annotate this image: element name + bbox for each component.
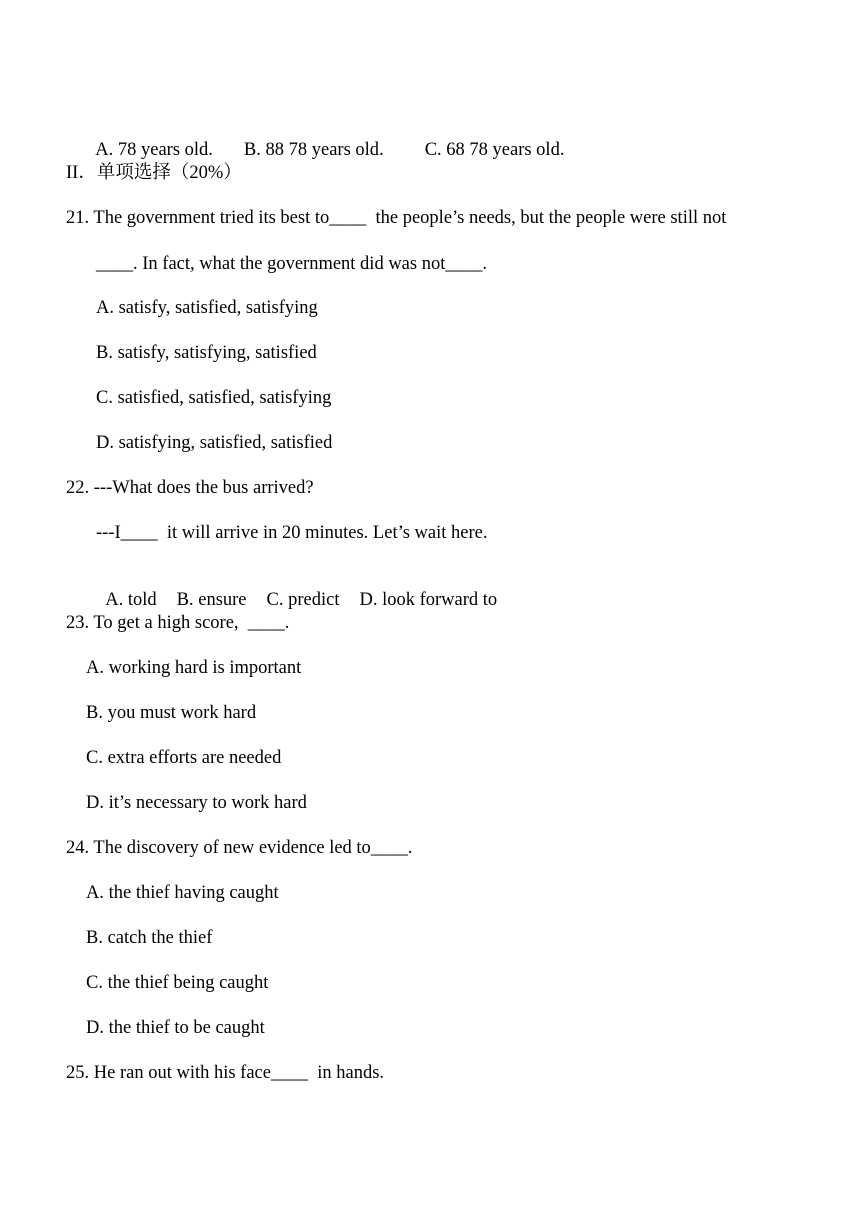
question-24-option-c: C. the thief being caught bbox=[86, 973, 269, 993]
question-24-option-a: A. the thief having caught bbox=[86, 883, 279, 903]
question-25-stem: 25. He ran out with his face____ in hands. bbox=[66, 1063, 385, 1083]
question-21-option-d: D. satisfying, satisfied, satisfied bbox=[96, 433, 333, 453]
question-23-option-c: C. extra efforts are needed bbox=[86, 748, 282, 768]
option-c: C. 68 78 years old. bbox=[424, 140, 565, 160]
question-22-stem-cont: ---I____ it will arrive in 20 minutes. Let’s wait here. bbox=[96, 523, 488, 543]
question-21-stem-cont: ____. In fact, what the government did was not____. bbox=[96, 254, 487, 274]
question-21-option-b: B. satisfy, satisfying, satisfied bbox=[96, 343, 317, 363]
question-23-option-b: B. you must work hard bbox=[86, 703, 257, 723]
question-23-option-a: A. working hard is important bbox=[86, 658, 302, 678]
question-23-stem: 23. To get a high score, ____. bbox=[66, 613, 290, 633]
question-24-option-b: B. catch the thief bbox=[86, 928, 213, 948]
question-22-option-a: A. told bbox=[105, 590, 157, 610]
question-24-stem: 24. The discovery of new evidence led to____. bbox=[66, 838, 413, 858]
question-22-option-b: B. ensure bbox=[176, 590, 247, 610]
option-a: A. 78 years old. bbox=[95, 140, 213, 160]
section-title: II．单项选择（20%） bbox=[66, 163, 242, 183]
question-22-option-c: C. predict bbox=[266, 590, 340, 610]
question-23-option-d: D. it’s necessary to work hard bbox=[86, 793, 307, 813]
question-21-option-c: C. satisfied, satisfied, satisfying bbox=[96, 388, 332, 408]
question-22-option-d: D. look forward to bbox=[359, 590, 498, 610]
question-22-options bbox=[96, 567, 497, 611]
question-22-stem: 22. ---What does the bus arrived? bbox=[66, 478, 314, 498]
prev-question-options bbox=[86, 117, 564, 161]
question-24-option-d: D. the thief to be caught bbox=[86, 1018, 265, 1038]
question-21-option-a: A. satisfy, satisfied, satisfying bbox=[96, 298, 318, 318]
question-21-stem: 21. The government tried its best to____ the people’s needs, but the people were still not bbox=[66, 208, 727, 228]
option-b: B. 88 78 years old. bbox=[243, 140, 384, 160]
